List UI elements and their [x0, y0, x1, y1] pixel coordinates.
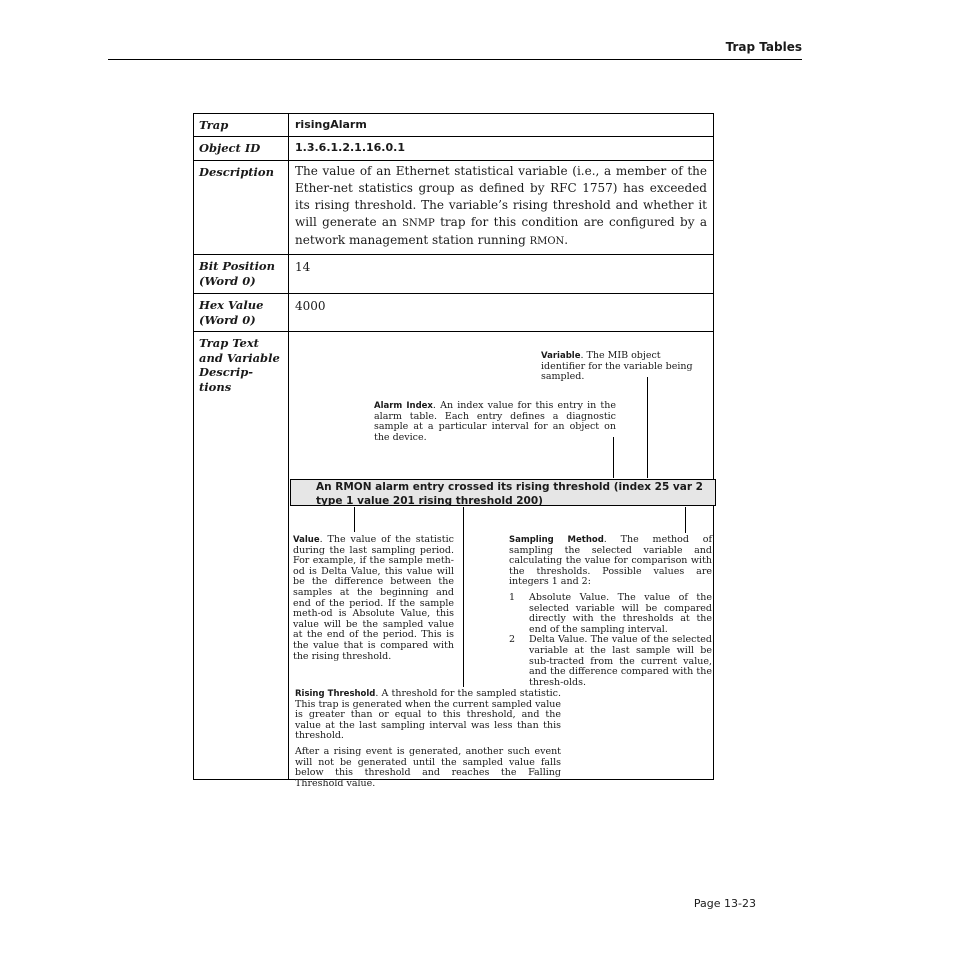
row-label: Bit Position (Word 0)	[194, 255, 289, 294]
table-row	[194, 332, 714, 780]
annotation-text: . An index value for this entry in the alarm table. Each entry defines a diagnostic sample at a particular interval for an object on the device.	[374, 400, 616, 443]
row-label: Trap Text and Variable Descrip-tions	[194, 332, 289, 780]
hex-value-value: 4000	[289, 294, 714, 332]
row-label: Trap	[194, 114, 289, 137]
list-text: Absolute Value. The value of the selected variable will be compared directly with the thresholds at the end of the sampling interval.	[529, 591, 712, 635]
description-value	[289, 161, 714, 255]
description-acronym: RMON	[529, 236, 565, 247]
rising-threshold-annotation	[295, 689, 561, 789]
row-label: Hex Value (Word 0)	[194, 294, 289, 332]
annotation-title: Value	[293, 535, 320, 545]
page-number: Page 13-23	[693, 897, 756, 910]
running-header-title: Trap Tables	[725, 40, 802, 54]
sampling-method-annotation	[509, 535, 712, 688]
annotation-title: Rising Threshold	[295, 689, 376, 699]
trap-text-diagram	[289, 332, 714, 789]
list-number: 2	[509, 634, 516, 646]
bit-position-value: 14	[289, 255, 714, 294]
object-id-value: 1.3.6.1.2.1.16.0.1	[289, 137, 714, 161]
list-number: 1	[509, 591, 516, 603]
description-text: trap for this condition are configured by a network management station running	[295, 215, 707, 247]
annotation-title: Variable	[541, 351, 581, 361]
leader-line-value	[354, 507, 355, 532]
trap-table	[193, 113, 714, 789]
leader-line-rising-threshold	[463, 507, 464, 687]
variable-annotation	[541, 351, 703, 383]
table-row	[194, 137, 714, 161]
list-item	[509, 635, 712, 688]
row-label: Description	[194, 161, 289, 255]
annotation-title: Alarm Index	[374, 401, 433, 411]
table-row	[194, 161, 714, 255]
trap-text-box: An RMON alarm entry crossed its rising threshold (index 25 var 2 type 1 value 201 rising threshold 200)	[290, 479, 716, 506]
leader-line-sampling-method	[685, 507, 686, 533]
trap-name-value: risingAlarm	[289, 114, 714, 137]
leader-line-variable	[647, 377, 648, 478]
row-label: Object ID	[194, 137, 289, 161]
list-text: Delta Value. The value of the selected variable at the last sample will be sub-tracted from the current value, and the difference compared with the thresh-olds.	[529, 634, 712, 688]
annotation-text: After a rising event is generated, another such event will not be generated until the sampled value falls below this threshold and reaches the Falling Threshold value.	[295, 745, 561, 789]
header-rule	[108, 59, 802, 60]
annotation-text: . The MIB object identifier for the variable being sampled.	[541, 350, 693, 383]
table-row	[194, 114, 714, 137]
annotation-text: . The value of the statistic during the last sampling period. For example, if the sample meth-od is Delta Value, this value will be the difference between the samples at the beginning and end of the period. If the sample meth-od is Absolute Value, this value will be the sampled value at the end of the period. This is the value that is compared with the rising threshold.	[293, 534, 454, 662]
table-row	[194, 294, 714, 332]
annotation-text: . The method of sampling the selected variable and calculating the value for comparison with the thresholds. Possible values are integers 1 and 2:	[509, 534, 712, 588]
annotation-title: Sampling Method	[509, 535, 604, 545]
leader-line-alarm-index	[613, 437, 614, 478]
description-text: The value of an Ethernet statistical variable (i.e., a member of the Ether-net statistics group as defined by RFC 1757) has exceeded its rising threshold. The variable’s rising threshold and whether it will generate an	[295, 164, 707, 229]
list-item	[509, 593, 712, 635]
value-annotation	[293, 535, 454, 662]
description-text: .	[564, 233, 569, 247]
description-acronym: SNMP	[402, 218, 435, 229]
alarm-index-annotation	[374, 401, 616, 443]
table-row	[194, 255, 714, 294]
annotation-text: . A threshold for the sampled statistic. This trap is generated when the current sampled value is greater than or equal to this threshold, and the value at the last sampling interval was less than this threshold.	[295, 688, 562, 742]
